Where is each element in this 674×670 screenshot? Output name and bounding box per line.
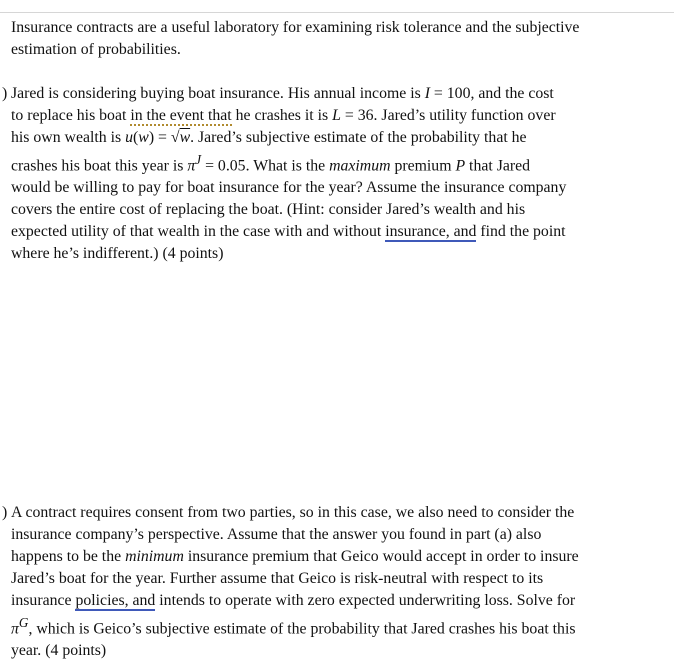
question-a-line-7: expected utility of that wealth in the case with and without insurance, and find the point — [11, 223, 566, 241]
question-a-line-1: Jared is considering buying boat insurance. His annual income is I = 100, and the cost — [11, 85, 554, 102]
question-a-marker: ) — [2, 85, 8, 102]
question-a-line-4: crashes his boat this year is $\pi^J = 0.05$. What is the maximum premium P that Jared — [11, 152, 531, 175]
intro-line-1: Insurance contracts are a useful laboratory for examining risk tolerance and the subjective — [11, 19, 580, 36]
question-a — [2, 83, 661, 265]
intro-line-2: estimation of probabilities. — [11, 41, 181, 58]
question-b-line-3: happens to be the minimum insurance premium that Geico would accept in order to insure — [11, 548, 579, 565]
grammar-underline[interactable]: in the event that — [130, 107, 232, 124]
grammar-underline[interactable]: insurance, and — [385, 223, 477, 241]
question-b — [2, 502, 661, 662]
question-b-line-4: Jared’s boat for the year. Further assume that Geico is risk-neutral with respect to its — [11, 570, 544, 587]
question-b-line-6: $\pi^G$, which is Geico’s subjective estimate of the probability that Jared crashes his boat this — [11, 615, 576, 638]
question-b-line-7: year. (4 points) — [11, 642, 107, 660]
question-a-line-8: where he’s indifferent.) (4 points) — [11, 245, 224, 263]
grammar-underline[interactable]: policies, and — [75, 592, 156, 609]
intro-paragraph — [11, 17, 661, 61]
top-divider — [0, 12, 674, 13]
question-b-line-1: A contract requires consent from two parties, so in this case, we also need to consider the — [11, 504, 575, 521]
question-a-line-2: to replace his boat in the event that he crashes it is L = 36. Jared’s utility function over — [11, 107, 556, 124]
question-a-line-3: his own wealth is u(w) = √w. Jared’s subjective estimate of the probability that he — [11, 129, 527, 146]
question-a-line-6: covers the entire cost of replacing the boat. (Hint: consider Jared’s wealth and his — [11, 201, 526, 219]
question-b-line-5: insurance policies, and intends to operate with zero expected underwriting loss. Solve for — [11, 592, 576, 609]
question-a-line-5: would be willing to pay for boat insurance for the year? Assume the insurance company — [11, 179, 567, 197]
question-b-line-2: insurance company’s perspective. Assume that the answer you found in part (a) also — [11, 526, 542, 543]
question-b-marker: ) — [2, 504, 8, 521]
